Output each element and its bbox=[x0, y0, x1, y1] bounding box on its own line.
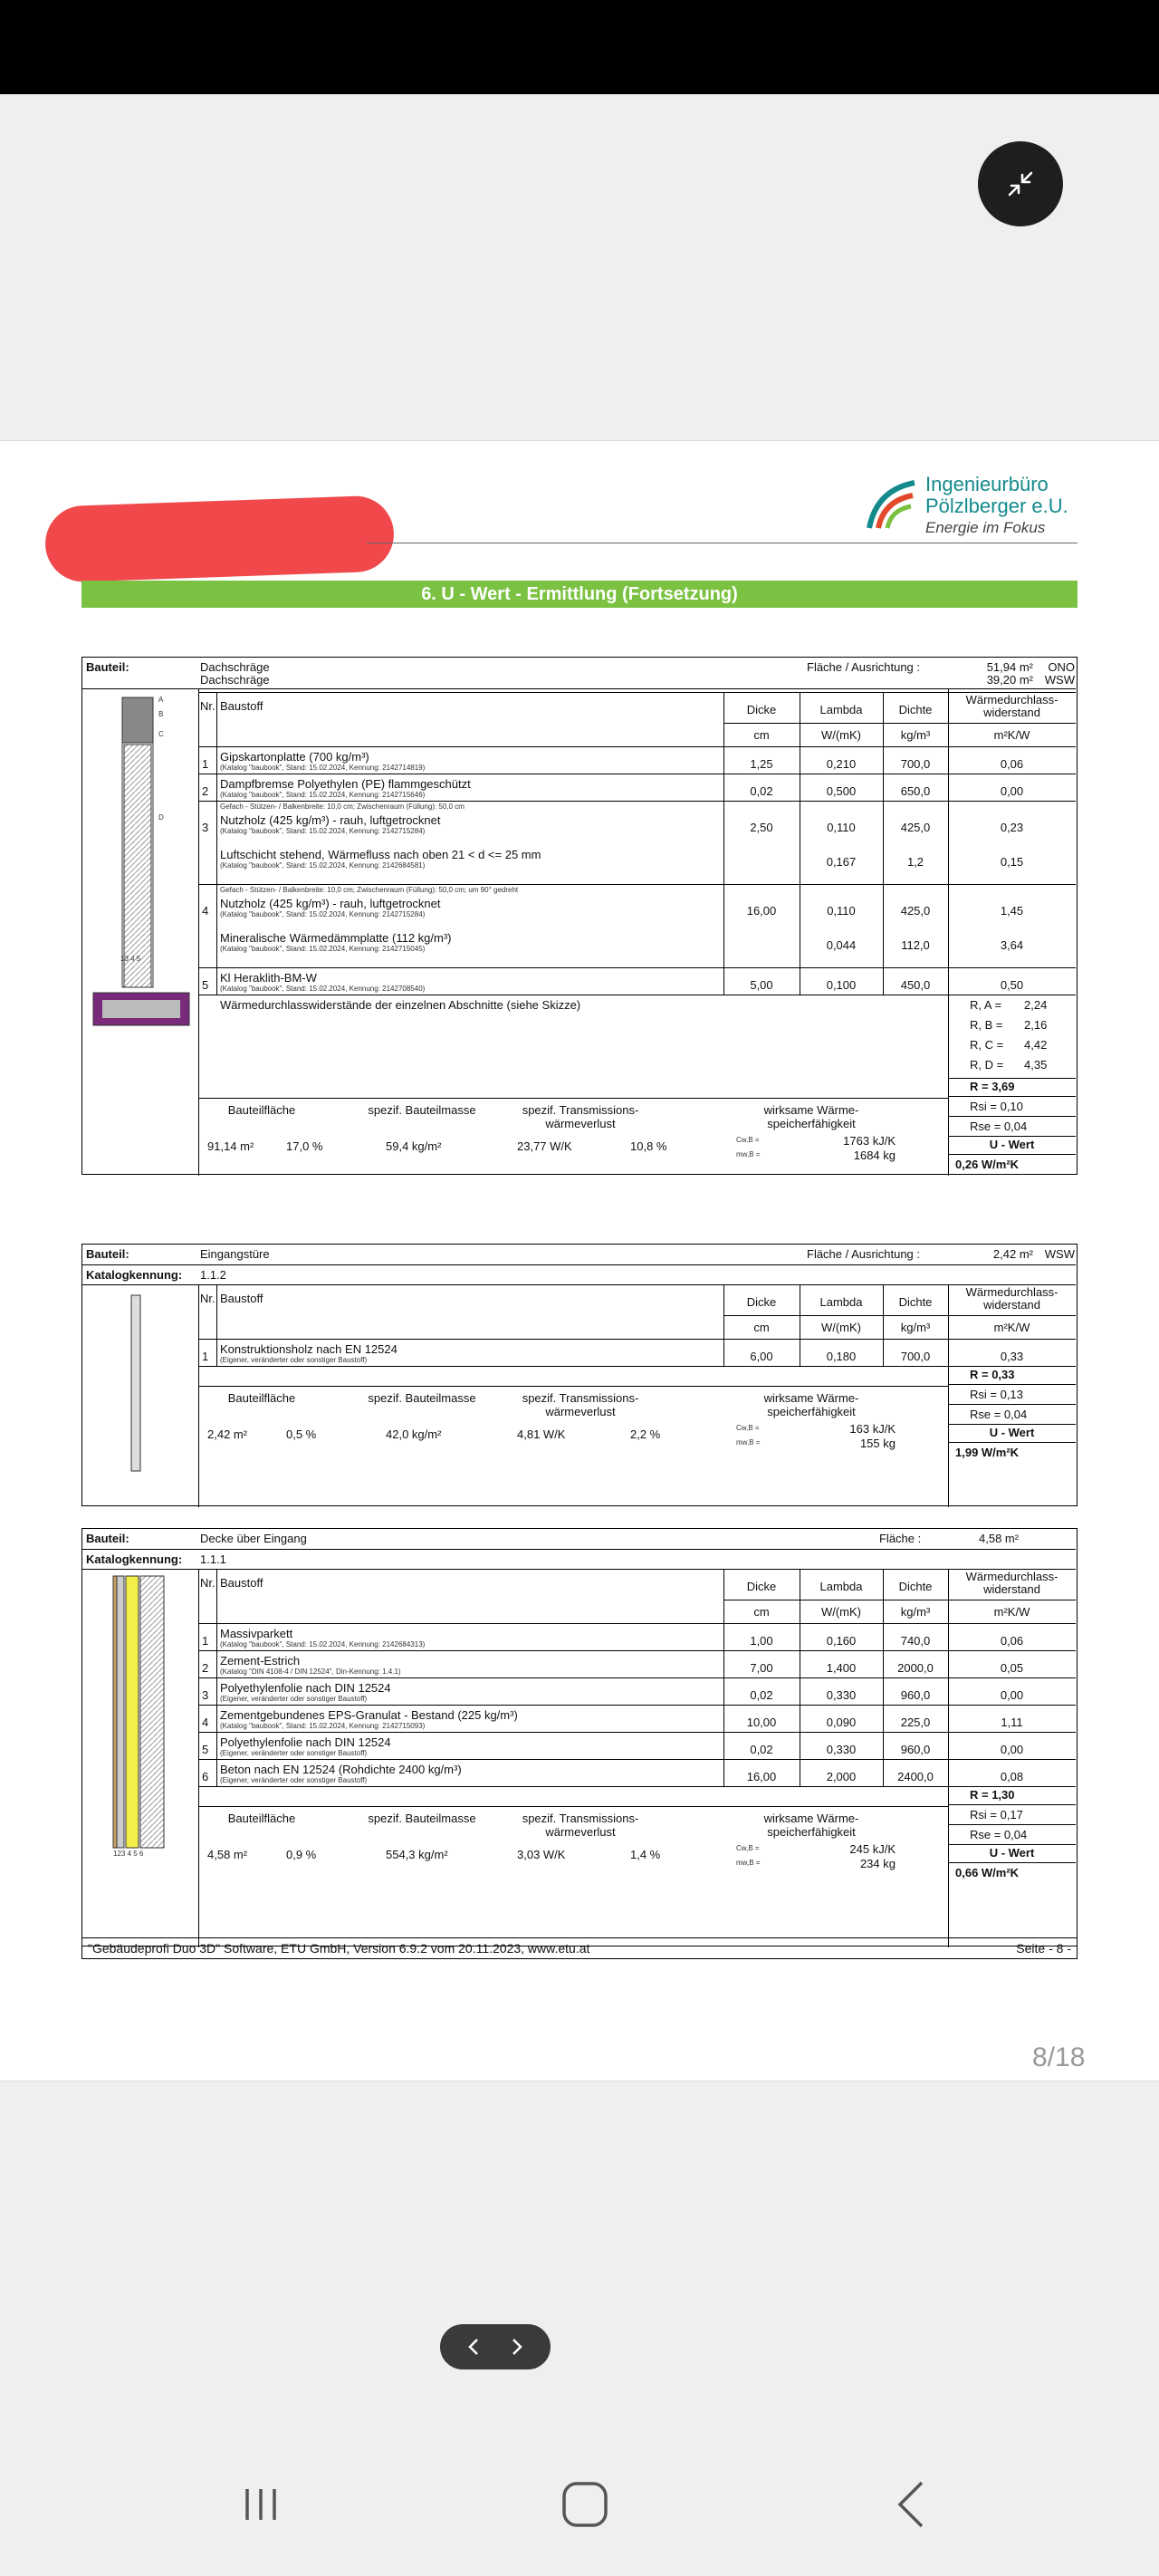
row-lambda: 0,180 bbox=[826, 1350, 857, 1363]
row-baustoff-sub: (Katalog "baubook", Stand: 15.02.2024, Kennung: 2142715093) bbox=[220, 1722, 426, 1730]
unit-dicke: cm bbox=[753, 728, 770, 742]
chevron-right-icon[interactable] bbox=[508, 2336, 526, 2358]
row-lambda2: 0,167 bbox=[826, 855, 857, 869]
logo-arcs-icon bbox=[860, 474, 920, 533]
row-baustoff-sub: (Katalog "baubook", Stand: 15.02.2024, Kennung: 2142715284) bbox=[220, 827, 426, 835]
rule bbox=[883, 692, 884, 995]
row-lambda: 0,090 bbox=[826, 1716, 857, 1729]
col-header-dichte: Dichte bbox=[898, 1295, 933, 1309]
row-lambda: 1,400 bbox=[826, 1661, 857, 1675]
value-transmission: 4,81 W/K bbox=[517, 1427, 566, 1441]
row-dicke: 5,00 bbox=[750, 978, 773, 992]
u-wert-label: U - Wert bbox=[989, 1846, 1035, 1860]
bauteil-name-2: Dachschräge bbox=[200, 673, 270, 687]
bauteil-name-1: Dachschräge bbox=[200, 660, 270, 674]
label-masse: spezif. Bauteilmasse bbox=[368, 1812, 476, 1825]
rule bbox=[198, 1284, 199, 1507]
row-widerstand: 1,11 bbox=[1001, 1716, 1023, 1729]
value-transmission: 23,77 W/K bbox=[517, 1139, 572, 1153]
row-dicke: 6,00 bbox=[750, 1350, 773, 1363]
row-widerstand: 1,45 bbox=[1000, 904, 1024, 918]
rule bbox=[216, 1569, 217, 1786]
row-lambda: 0,330 bbox=[826, 1743, 857, 1756]
bauteil-dachschraege bbox=[81, 657, 1078, 1175]
section-title: 6. U - Wert - Ermittlung (Fortsetzung) bbox=[81, 581, 1078, 608]
dachschraege-sketch bbox=[86, 694, 196, 1029]
row-widerstand: 0,23 bbox=[1000, 821, 1024, 834]
row-dichte: 225,0 bbox=[900, 1716, 931, 1729]
rule bbox=[198, 1284, 1076, 1285]
value-flaeche-pct: 0,5 % bbox=[286, 1427, 317, 1441]
rule bbox=[198, 1650, 1076, 1651]
home-icon bbox=[560, 2479, 610, 2530]
row-dichte: 450,0 bbox=[900, 978, 931, 992]
value-mwb: 234 kg bbox=[859, 1857, 896, 1870]
rule bbox=[198, 801, 1076, 802]
value-bauteilflaeche: 4,58 m² bbox=[207, 1848, 248, 1861]
u-wert-value: 0,26 W/m²K bbox=[955, 1158, 1020, 1171]
rule bbox=[198, 692, 1076, 693]
row-baustoff-name2: Mineralische Wärmedämmplatte (112 kg/m³) bbox=[220, 931, 452, 945]
label-cwb: Cw,B = bbox=[736, 1136, 760, 1144]
bauteil-decke-ueber-eingang bbox=[81, 1528, 1078, 1946]
unit-dicke: cm bbox=[753, 1605, 770, 1619]
abschnitt-r-label: R, A = bbox=[970, 998, 1002, 1012]
unit-widerstand: m²K/W bbox=[993, 1321, 1030, 1334]
row-nr: 2 bbox=[202, 1661, 209, 1675]
value-bauteilflaeche: 91,14 m² bbox=[207, 1139, 254, 1153]
row-nr: 5 bbox=[202, 1743, 209, 1756]
col-header-lambda: Lambda bbox=[819, 1580, 863, 1593]
row-nr: 4 bbox=[202, 904, 209, 918]
row-baustoff-name: Polyethylenfolie nach DIN 12524 bbox=[220, 1681, 391, 1695]
status-bar bbox=[0, 0, 1159, 94]
value-mwb: 1684 kg bbox=[853, 1149, 896, 1162]
row-baustoff-name: Kl Heraklith-BM-W bbox=[220, 971, 317, 985]
row-dicke: 1,00 bbox=[750, 1634, 773, 1648]
row-dichte: 425,0 bbox=[900, 904, 931, 918]
unit-widerstand: m²K/W bbox=[993, 728, 1030, 742]
rule bbox=[198, 1705, 1076, 1706]
value-masse: 59,4 kg/m² bbox=[386, 1139, 442, 1153]
row-pre-note: Gefach - Stützen- / Balkenbreite: 10,0 cm; Zwischenraum (Füllung): 50,0 cm bbox=[220, 803, 465, 811]
col-header-widerstand: Wärmedurchlass- widerstand bbox=[965, 1285, 1058, 1312]
rule bbox=[198, 1677, 1076, 1678]
row-lambda: 0,500 bbox=[826, 784, 857, 798]
r-si: Rsi = 0,17 bbox=[970, 1808, 1023, 1821]
value-cwb: 163 kJ/K bbox=[849, 1422, 896, 1436]
row-dichte: 425,0 bbox=[900, 821, 931, 834]
row-nr: 4 bbox=[202, 1716, 209, 1729]
label-mwb: mw,B = bbox=[736, 1150, 761, 1158]
row-widerstand: 0,33 bbox=[1000, 1350, 1024, 1363]
company-logo bbox=[860, 474, 1078, 546]
katalog-label: Katalogkennung: bbox=[86, 1268, 183, 1282]
rule bbox=[198, 1759, 1076, 1760]
r-si: Rsi = 0,13 bbox=[970, 1388, 1023, 1401]
rule bbox=[948, 1824, 1076, 1825]
sketch-layer-letter: B bbox=[158, 710, 164, 718]
bauteil-label: Bauteil: bbox=[86, 1532, 129, 1545]
r-total: R = 0,33 bbox=[970, 1368, 1015, 1381]
rule bbox=[948, 1384, 1076, 1385]
row-dichte: 960,0 bbox=[900, 1743, 931, 1756]
sketch-layer-numbers: 123 4 5 6 bbox=[113, 1850, 144, 1858]
richtung: WSW bbox=[1044, 1247, 1075, 1261]
rule bbox=[948, 1442, 1076, 1443]
row-baustoff-sub: (Katalog "baubook", Stand: 15.02.2024, Kennung: 2142714819) bbox=[220, 764, 426, 772]
bauteil-name: Decke über Eingang bbox=[200, 1532, 307, 1545]
value-masse: 42,0 kg/m² bbox=[386, 1427, 442, 1441]
katalog-label: Katalogkennung: bbox=[86, 1552, 183, 1566]
r-se: Rse = 0,04 bbox=[970, 1408, 1028, 1421]
rule bbox=[723, 1284, 724, 1366]
row-baustoff-name: Massivparkett bbox=[220, 1627, 293, 1640]
rule bbox=[948, 1284, 949, 1507]
label-speicher: wirksame Wärme- speicherfähigkeit bbox=[763, 1812, 859, 1839]
decke-sketch bbox=[110, 1574, 173, 1855]
logo-slogan: Energie im Fokus bbox=[925, 519, 1046, 536]
row-widerstand: 0,00 bbox=[1000, 1688, 1024, 1702]
abschnitte-text: Wärmedurchlasswiderstände der einzelnen Abschnitte (siehe Skizze) bbox=[220, 998, 581, 1012]
row-baustoff-name: Beton nach EN 12524 (Rohdichte 2400 kg/m³) bbox=[220, 1763, 462, 1776]
page-counter: 8/18 bbox=[1032, 2043, 1086, 2072]
value-trans-pct: 2,2 % bbox=[630, 1427, 661, 1441]
row-widerstand: 0,00 bbox=[1000, 1743, 1024, 1756]
bauteil-name: Eingangstüre bbox=[200, 1247, 270, 1261]
unit-dichte: kg/m³ bbox=[900, 1605, 931, 1619]
row-dicke: 0,02 bbox=[750, 784, 773, 798]
rule bbox=[948, 1424, 1076, 1425]
label-bauteilflaeche: Bauteilfläche bbox=[227, 1103, 296, 1117]
bauteil-eingangstuere bbox=[81, 1244, 1078, 1506]
chevron-left-icon[interactable] bbox=[465, 2336, 483, 2358]
row-dichte: 2400,0 bbox=[897, 1770, 934, 1783]
row-dichte: 740,0 bbox=[900, 1634, 931, 1648]
abschnitt-r-label: R, B = bbox=[970, 1018, 1003, 1032]
u-wert-value: 1,99 W/m²K bbox=[955, 1446, 1020, 1459]
richtung-2: WSW bbox=[1044, 673, 1075, 687]
col-header-nr: Nr. bbox=[200, 1576, 216, 1590]
label-speicher: wirksame Wärme- speicherfähigkeit bbox=[763, 1391, 859, 1418]
label-mwb: mw,B = bbox=[736, 1438, 761, 1447]
row-dichte: 700,0 bbox=[900, 757, 931, 771]
row-dichte2: 112,0 bbox=[901, 938, 930, 952]
row-baustoff-name: Gipskartonplatte (700 kg/m³) bbox=[220, 750, 369, 764]
bauteil-label: Bauteil: bbox=[86, 1247, 129, 1261]
value-masse: 554,3 kg/m² bbox=[386, 1848, 448, 1861]
row-baustoff-sub: (Katalog "baubook", Stand: 15.02.2024, Kennung: 2142715646) bbox=[220, 791, 426, 799]
home-button[interactable] bbox=[549, 2473, 621, 2536]
row-baustoff-sub: (Eigener, veränderter oder sonstiger Baustoff) bbox=[220, 1695, 368, 1703]
rule bbox=[883, 1569, 884, 1786]
abschnitt-r-value: 4,42 bbox=[1024, 1038, 1048, 1052]
rule bbox=[723, 1315, 1076, 1316]
rule bbox=[948, 1804, 1076, 1805]
row-dicke: 10,00 bbox=[746, 1716, 777, 1729]
value-cwb: 1763 kJ/K bbox=[843, 1134, 896, 1148]
row-dicke: 16,00 bbox=[746, 904, 777, 918]
unit-dichte: kg/m³ bbox=[900, 1321, 931, 1334]
row-widerstand: 0,50 bbox=[1000, 978, 1024, 992]
unit-lambda: W/(mK) bbox=[820, 728, 862, 742]
rule bbox=[198, 884, 1076, 885]
u-wert-label: U - Wert bbox=[989, 1426, 1035, 1439]
rule bbox=[198, 1098, 948, 1099]
label-mwb: mw,B = bbox=[736, 1859, 761, 1867]
col-header-lambda: Lambda bbox=[819, 703, 863, 716]
unit-widerstand: m²K/W bbox=[993, 1605, 1030, 1619]
row-dichte: 650,0 bbox=[900, 784, 931, 798]
document-page bbox=[0, 440, 1159, 2081]
rule bbox=[198, 1623, 1076, 1624]
row-baustoff-sub2: (Katalog "baubook", Stand: 15.02.2024, Kennung: 2142715045) bbox=[220, 945, 426, 953]
rule bbox=[948, 1569, 949, 1947]
back-button[interactable] bbox=[875, 2473, 947, 2536]
rule bbox=[948, 1116, 1076, 1117]
row-widerstand: 0,06 bbox=[1000, 1634, 1024, 1648]
label-transmission: spezif. Transmissions- wärmeverlust bbox=[522, 1391, 639, 1418]
rule bbox=[198, 1386, 948, 1387]
rule bbox=[198, 688, 199, 1176]
row-widerstand2: 3,64 bbox=[1000, 938, 1024, 952]
katalog-value: 1.1.2 bbox=[200, 1268, 226, 1282]
flaeche: 2,42 m² bbox=[992, 1247, 1033, 1261]
row-lambda: 0,160 bbox=[826, 1634, 857, 1648]
value-trans-pct: 1,4 % bbox=[630, 1848, 661, 1861]
footer-software: "Gebäudeprofi Duo 3D" Software, ETU GmbH, Version 6.9.2 vom 20.11.2023, www.etu.at bbox=[88, 1941, 590, 1956]
value-flaeche-pct: 0,9 % bbox=[286, 1848, 317, 1861]
col-header-dichte: Dichte bbox=[898, 703, 933, 716]
row-widerstand2: 0,15 bbox=[1000, 855, 1024, 869]
row-nr: 5 bbox=[202, 978, 209, 992]
row-baustoff-name: Dampfbremse Polyethylen (PE) flammgeschützt bbox=[220, 777, 471, 791]
row-lambda: 0,100 bbox=[826, 978, 857, 992]
row-dicke: 7,00 bbox=[750, 1661, 773, 1675]
label-masse: spezif. Bauteilmasse bbox=[368, 1103, 476, 1117]
row-widerstand: 0,00 bbox=[1000, 784, 1024, 798]
row-nr: 1 bbox=[202, 757, 209, 771]
recents-icon bbox=[238, 2482, 283, 2527]
row-dicke: 0,02 bbox=[750, 1688, 773, 1702]
rule bbox=[723, 692, 724, 995]
logo-name-line2: Pölzlberger e.U. bbox=[925, 495, 1068, 517]
rule bbox=[216, 692, 217, 995]
page-nav-pill bbox=[440, 2324, 551, 2369]
sketch-layer-letter: A bbox=[158, 696, 164, 704]
row-nr: 1 bbox=[202, 1350, 209, 1363]
row-baustoff-sub: (Katalog "DIN 4108-4 / DIN 12524", Din-Kennung: 1.4.1) bbox=[220, 1668, 401, 1676]
row-baustoff-name: Zementgebundenes EPS-Granulat - Bestand (225 kg/m³) bbox=[220, 1708, 518, 1722]
label-transmission: spezif. Transmissions- wärmeverlust bbox=[522, 1812, 639, 1839]
row-dicke: 16,00 bbox=[746, 1770, 777, 1783]
r-se: Rse = 0,04 bbox=[970, 1828, 1028, 1841]
unit-dichte: kg/m³ bbox=[900, 728, 931, 742]
footer-page: Seite - 8 - bbox=[1016, 1941, 1071, 1956]
value-bauteilflaeche: 2,42 m² bbox=[207, 1427, 248, 1441]
exit-fullscreen-icon bbox=[1002, 166, 1039, 202]
back-icon bbox=[893, 2479, 929, 2530]
exit-fullscreen-button[interactable] bbox=[978, 141, 1063, 226]
r-total: R = 1,30 bbox=[970, 1788, 1015, 1802]
abschnitt-r-label: R, C = bbox=[970, 1038, 1004, 1052]
abschnitt-r-value: 2,24 bbox=[1024, 998, 1048, 1012]
unit-dicke: cm bbox=[753, 1321, 770, 1334]
unit-lambda: W/(mK) bbox=[820, 1321, 862, 1334]
row-dichte: 2000,0 bbox=[897, 1661, 934, 1675]
flaeche: 4,58 m² bbox=[979, 1532, 1020, 1545]
row-nr: 2 bbox=[202, 784, 209, 798]
row-nr: 1 bbox=[202, 1634, 209, 1648]
rule bbox=[723, 1569, 724, 1786]
col-header-nr: Nr. bbox=[200, 699, 216, 713]
recents-button[interactable] bbox=[225, 2473, 297, 2536]
rule bbox=[198, 1732, 1076, 1733]
label-bauteilflaeche: Bauteilfläche bbox=[227, 1812, 296, 1825]
row-nr: 3 bbox=[202, 821, 209, 834]
rule bbox=[723, 723, 1076, 724]
row-widerstand: 0,08 bbox=[1000, 1770, 1024, 1783]
richtung-1: ONO bbox=[1048, 660, 1075, 674]
row-dicke: 1,25 bbox=[750, 757, 773, 771]
row-lambda: 0,110 bbox=[827, 904, 856, 918]
value-trans-pct: 10,8 % bbox=[630, 1139, 667, 1153]
label-transmission: spezif. Transmissions- wärmeverlust bbox=[522, 1103, 639, 1130]
tuere-sketch bbox=[128, 1293, 146, 1475]
r-total: R = 3,69 bbox=[970, 1080, 1015, 1093]
rule bbox=[948, 1404, 1076, 1405]
label-cwb: Cw,B = bbox=[736, 1424, 760, 1432]
col-header-dicke: Dicke bbox=[746, 703, 777, 716]
flaeche-label: Fläche / Ausrichtung : bbox=[807, 660, 921, 674]
col-header-widerstand: Wärmedurchlass- widerstand bbox=[965, 1570, 1058, 1596]
row-lambda: 0,330 bbox=[826, 1688, 857, 1702]
col-header-dicke: Dicke bbox=[746, 1295, 777, 1309]
row-baustoff-name: Zement-Estrich bbox=[220, 1654, 301, 1668]
row-baustoff-name: Polyethylenfolie nach DIN 12524 bbox=[220, 1735, 391, 1749]
col-header-baustoff: Baustoff bbox=[220, 1292, 263, 1305]
abschnitt-r-value: 4,35 bbox=[1024, 1058, 1048, 1072]
rule bbox=[198, 1786, 1076, 1787]
rule bbox=[198, 746, 1076, 747]
abschnitt-r-value: 2,16 bbox=[1024, 1018, 1048, 1032]
rule bbox=[948, 1844, 1076, 1845]
label-cwb: Cw,B = bbox=[736, 1844, 760, 1852]
rule bbox=[948, 1862, 1076, 1863]
value-cwb: 245 kJ/K bbox=[849, 1842, 896, 1856]
rule bbox=[82, 688, 1076, 689]
row-baustoff-sub: (Eigener, veränderter oder sonstiger Baustoff) bbox=[220, 1749, 368, 1757]
row-dichte: 960,0 bbox=[900, 1688, 931, 1702]
col-header-baustoff: Baustoff bbox=[220, 1576, 263, 1590]
rule bbox=[198, 967, 1076, 968]
row-baustoff-name2: Luftschicht stehend, Wärmefluss nach oben 21 < d <= 25 mm bbox=[220, 848, 541, 861]
rule bbox=[198, 1569, 1076, 1570]
value-transmission: 3,03 W/K bbox=[517, 1848, 566, 1861]
col-header-lambda: Lambda bbox=[819, 1295, 863, 1309]
row-pre-note: Gefach - Stützen- / Balkenbreite: 10,0 cm; Zwischenraum (Füllung): 50,0 cm; um 90° gedreht bbox=[220, 886, 519, 894]
katalog-value: 1.1.1 bbox=[200, 1552, 226, 1566]
rule bbox=[948, 1154, 1076, 1155]
r-se: Rse = 0,04 bbox=[970, 1120, 1028, 1133]
flaeche-label: Fläche : bbox=[879, 1532, 922, 1545]
logo-name-line1: Ingenieurbüro bbox=[925, 473, 1049, 495]
rule bbox=[198, 1366, 1076, 1367]
col-header-dicke: Dicke bbox=[746, 1580, 777, 1593]
sketch-layer-numbers: 13 4 5 bbox=[120, 955, 141, 963]
col-header-dichte: Dichte bbox=[898, 1580, 933, 1593]
row-baustoff-sub: (Katalog "baubook", Stand: 15.02.2024, Kennung: 2142708540) bbox=[220, 985, 426, 993]
redacted-area bbox=[44, 495, 396, 582]
u-wert-value: 0,66 W/m²K bbox=[955, 1866, 1020, 1879]
row-dichte: 700,0 bbox=[900, 1350, 931, 1363]
flaeche-1: 51,94 m² bbox=[986, 660, 1033, 674]
row-lambda: 0,210 bbox=[826, 757, 857, 771]
label-speicher: wirksame Wärme- speicherfähigkeit bbox=[763, 1103, 859, 1130]
rule bbox=[883, 1284, 884, 1366]
value-mwb: 155 kg bbox=[859, 1437, 896, 1450]
row-baustoff-name: Nutzholz (425 kg/m³) - rauh, luftgetrocknet bbox=[220, 897, 441, 910]
row-nr: 6 bbox=[202, 1770, 209, 1783]
row-baustoff-sub: (Katalog "baubook", Stand: 15.02.2024, Kennung: 2142684313) bbox=[220, 1640, 426, 1648]
rule bbox=[216, 1284, 217, 1366]
sketch-layer-letter: D bbox=[158, 813, 164, 822]
col-header-nr: Nr. bbox=[200, 1292, 216, 1305]
label-masse: spezif. Bauteilmasse bbox=[368, 1391, 476, 1405]
row-lambda2: 0,044 bbox=[826, 938, 857, 952]
rule bbox=[198, 1339, 1076, 1340]
row-widerstand: 0,05 bbox=[1000, 1661, 1024, 1675]
rule bbox=[948, 1136, 1076, 1137]
rule bbox=[198, 1569, 199, 1947]
bauteil-label: Bauteil: bbox=[86, 660, 129, 674]
rule bbox=[948, 1078, 1076, 1079]
row-dicke: 0,02 bbox=[750, 1743, 773, 1756]
row-baustoff-name: Konstruktionsholz nach EN 12524 bbox=[220, 1342, 398, 1356]
row-lambda: 2,000 bbox=[826, 1770, 857, 1783]
row-nr: 3 bbox=[202, 1688, 209, 1702]
col-header-baustoff: Baustoff bbox=[220, 699, 263, 713]
unit-lambda: W/(mK) bbox=[820, 1605, 862, 1619]
abschnitt-r-label: R, D = bbox=[970, 1058, 1004, 1072]
row-dicke: 2,50 bbox=[750, 821, 773, 834]
sketch-layer-letter: C bbox=[158, 730, 164, 738]
value-flaeche-pct: 17,0 % bbox=[286, 1139, 323, 1153]
col-header-widerstand: Wärmedurchlass- widerstand bbox=[965, 693, 1058, 719]
flaeche-label: Fläche / Ausrichtung : bbox=[807, 1247, 921, 1261]
u-wert-label: U - Wert bbox=[989, 1138, 1035, 1151]
rule bbox=[948, 1096, 1076, 1097]
row-baustoff-sub: (Eigener, veränderter oder sonstiger Baustoff) bbox=[220, 1776, 368, 1784]
rule bbox=[82, 1264, 1076, 1265]
r-si: Rsi = 0,10 bbox=[970, 1100, 1023, 1113]
label-bauteilflaeche: Bauteilfläche bbox=[227, 1391, 296, 1405]
flaeche-2: 39,20 m² bbox=[986, 673, 1033, 687]
rule bbox=[198, 1806, 948, 1807]
row-baustoff-sub2: (Katalog "baubook", Stand: 15.02.2024, Kennung: 2142684581) bbox=[220, 861, 426, 870]
rule bbox=[82, 1549, 1076, 1550]
row-dichte2: 1,2 bbox=[906, 855, 924, 869]
row-baustoff-sub: (Eigener, veränderter oder sonstiger Baustoff) bbox=[220, 1356, 368, 1364]
row-baustoff-name: Nutzholz (425 kg/m³) - rauh, luftgetrocknet bbox=[220, 813, 441, 827]
row-lambda: 0,110 bbox=[827, 821, 856, 834]
row-baustoff-sub: (Katalog "baubook", Stand: 15.02.2024, Kennung: 2142715284) bbox=[220, 910, 426, 918]
document-footer bbox=[81, 1937, 1078, 1959]
row-widerstand: 0,06 bbox=[1000, 757, 1024, 771]
